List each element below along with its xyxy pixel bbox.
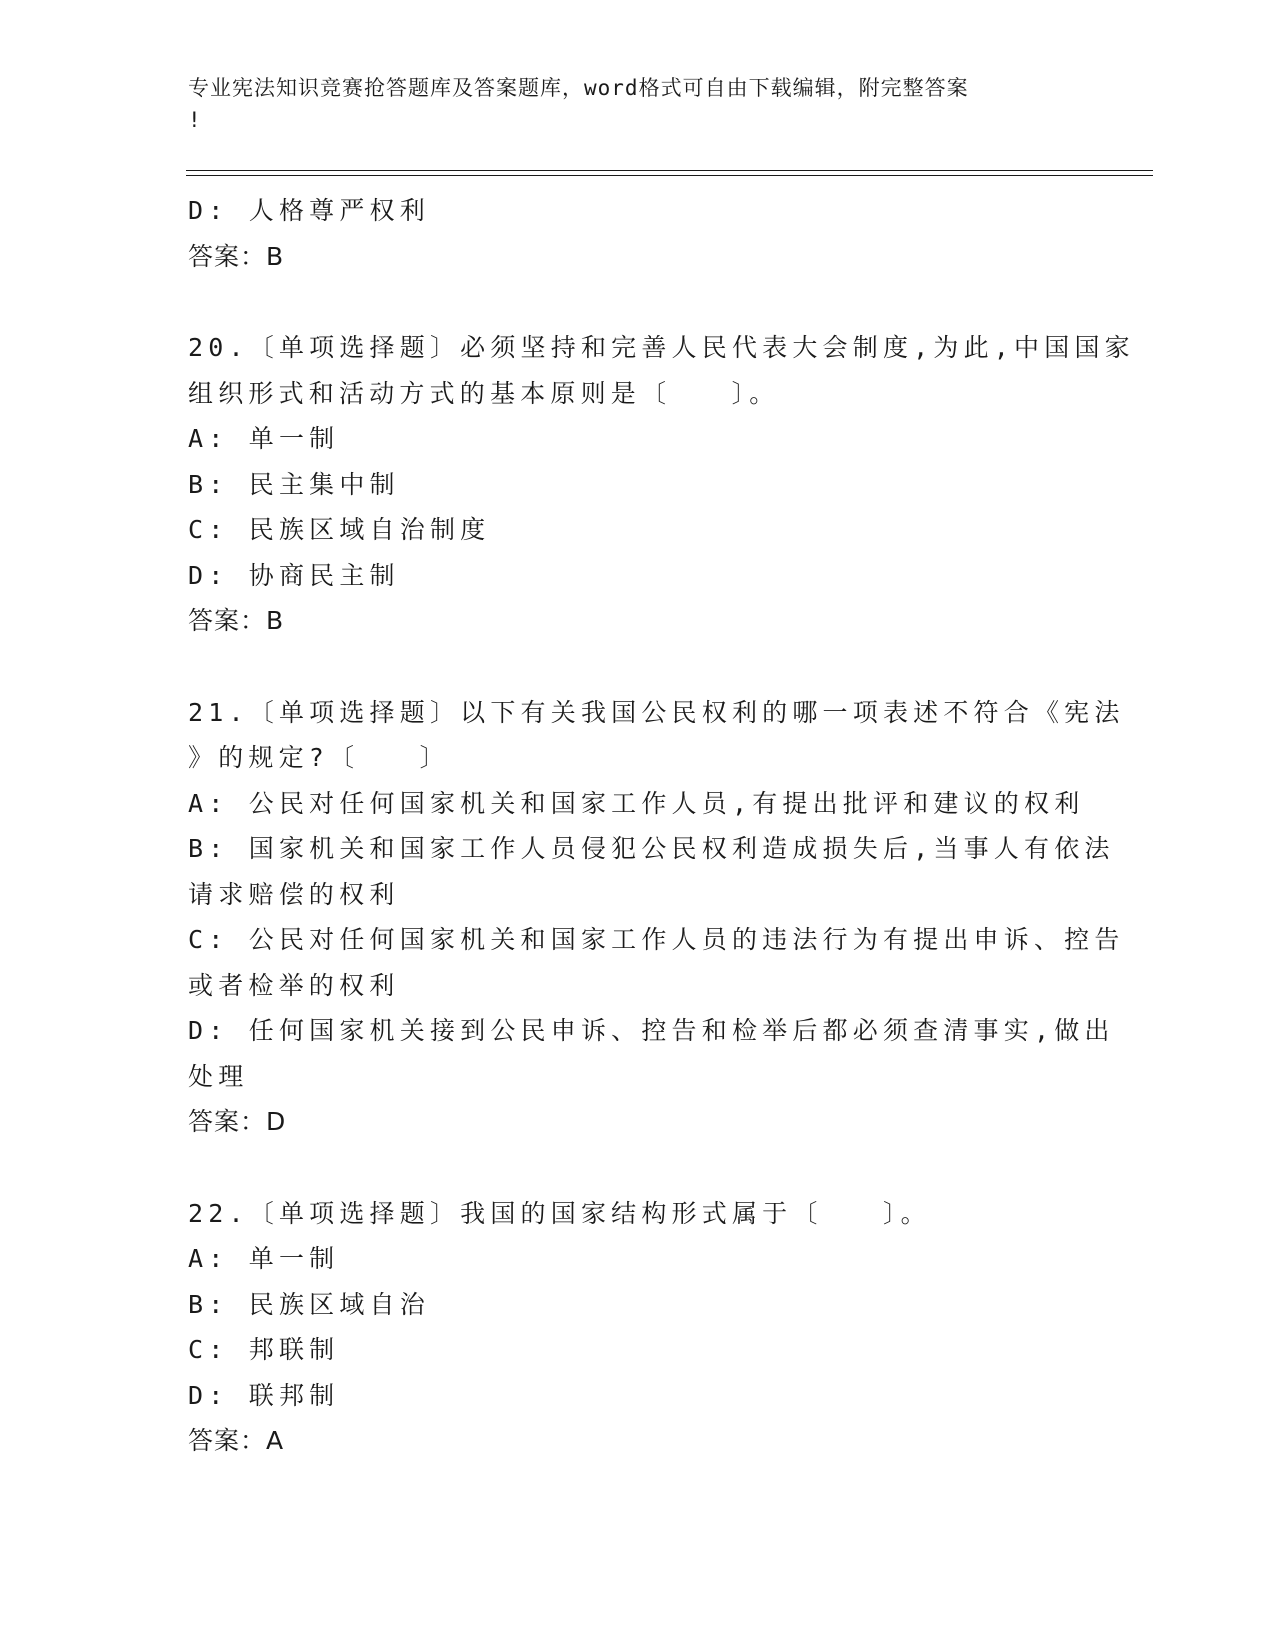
answer-line: 答案：B [188,241,285,271]
question-line: 》的规定?〔 〕 [188,743,450,772]
header-title-line2: ! [188,108,202,132]
question-line: D: 人格尊严权利 [188,196,430,225]
header-rule-bottom [186,175,1153,176]
answer-line: 答案：D [188,1107,287,1136]
question-line: B: 民主集中制 [188,469,400,499]
question-line: C: 公民对任何国家机关和国家工作人员的违法行为有提出申诉、控告 [188,925,1125,954]
question-line: 22.〔单项选择题〕我国的国家结构形式属于〔 〕。 [188,1198,931,1228]
question-block [188,188,1088,279]
header-rule-top [186,170,1153,171]
question-line: B: 国家机关和国家工作人员侵犯公民权利造成损失后,当事人有依法 [188,834,1115,863]
question-line: 20.〔单项选择题〕必须坚持和完善人民代表大会制度,为此,中国国家 [188,333,1135,362]
question-line: B: 民族区域自治 [188,1289,430,1319]
answer-line: 答案：B [188,606,285,635]
question-line: 或者检举的权利 [188,970,400,1000]
question-line: A: 单一制 [188,424,340,453]
question-block [188,325,1135,644]
question-line: C: 邦联制 [188,1335,340,1364]
question-line: D: 联邦制 [188,1380,340,1410]
question-line: 请求赔偿的权利 [188,879,400,909]
question-line: 21.〔单项选择题〕以下有关我国公民权利的哪一项表述不符合《宪法 [188,697,1125,727]
question-line: A: 单一制 [188,1244,340,1273]
question-line: D: 任何国家机关接到公民申诉、控告和检举后都必须查清事实,做出 [188,1016,1115,1045]
question-line: D: 协商民主制 [188,560,400,590]
question-line: 组织形式和活动方式的基本原则是〔 〕。 [188,378,780,408]
question-line: A: 公民对任何国家机关和国家工作人员,有提出批评和建议的权利 [188,788,1085,818]
answer-line: 答案：A [188,1426,285,1455]
header-title-line1: 专业宪法知识竞赛抢答题库及答案题库，word格式可自由下载编辑，附完整答案 [188,76,969,100]
question-block [188,690,1125,1145]
document-header [188,72,1068,136]
question-line: 处理 [188,1061,249,1091]
question-content [188,188,1135,1510]
question-line: C: 民族区域自治制度 [188,515,491,544]
question-block [188,1191,1088,1464]
